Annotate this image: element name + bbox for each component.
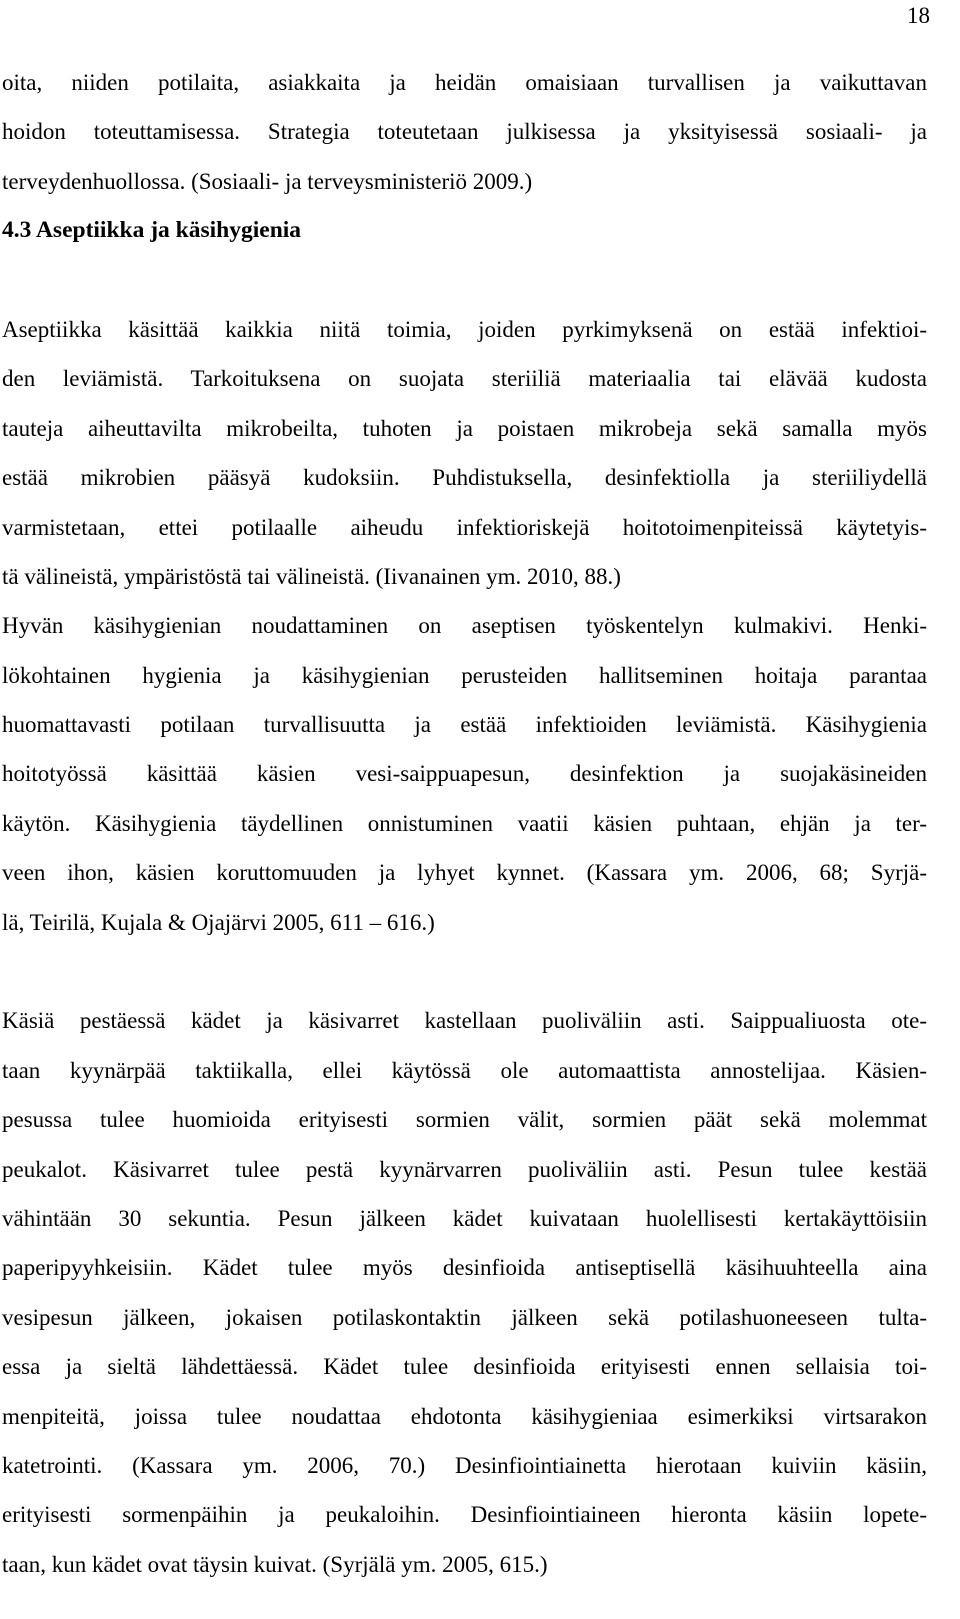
page-number: 18 [907,3,930,28]
text-line: estää mikrobien pääsyä kudoksiin. Puhdistuksella, desinfektiolla ja steriiliydellä [2,465,927,491]
text-line: paperipyyhkeisiin. Kädet tulee myös desinfioida antiseptisellä käsihuuhteella aina [2,1255,927,1281]
text-line: vesipesun jälkeen, jokaisen potilaskontaktin jälkeen sekä potilashuoneeseen tulta- [2,1304,927,1330]
paragraph-aseptiikka [2,305,927,601]
text-line: lä, Teirilä, Kujala & Ojajärvi 2005, 611 – 616.) [2,909,435,935]
text-line: menpiteitä, joissa tulee noudattaa ehdotonta käsihygieniaa esimerkiksi virtsarakon [2,1403,927,1429]
text-line: erityisesti sormenpäihin ja peukaloihin. Desinfiointiaineen hieronta käsiin lopete- [2,1502,927,1528]
text-line: den leviämistä. Tarkoituksena on suojata steriiliä materiaalia tai elävää kudosta [2,366,927,392]
text-line: hoidon toteuttamisessa. Strategia toteutetaan julkisessa ja yksityisessä sosiaali- ja [2,119,927,145]
intro-paragraph [2,58,927,206]
text-line: Aseptiikka käsittää kaikkia niitä toimia, joiden pyrkimyksenä on estää infektioi- [2,316,927,342]
text-line: Hyvän käsihygienian noudattaminen on aseptisen työskentelyn kulmakivi. Henki- [2,613,927,639]
text-line: peukalot. Käsivarret tulee pestä kyynärvarren puoliväliin asti. Pesun tulee kestää [2,1156,927,1182]
text-line: terveydenhuollossa. (Sosiaali- ja terveysministeriö 2009.) [2,168,533,194]
text-line: veen ihon, käsien koruttomuuden ja lyhyet kynnet. (Kassara ym. 2006, 68; Syrjä- [2,860,927,886]
text-line: Käsiä pestäessä kädet ja käsivarret kastellaan puoliväliin asti. Saippualiuosta ote- [2,1008,927,1034]
text-line: taan kyynärpää taktiikalla, ellei käytössä ole automaattista annostelijaa. Käsien- [2,1057,927,1083]
text-line: taan, kun kädet ovat täysin kuivat. (Syrjälä ym. 2005, 615.) [2,1551,548,1577]
spacer [2,947,927,996]
text-line: oita, niiden potilaita, asiakkaita ja heidän omaisiaan turvallisen ja vaikuttavan [2,70,927,95]
text-line: hoitotyössä käsittää käsien vesi-saippuapesun, desinfektion ja suojakäsineiden [2,761,927,787]
text-line: varmistetaan, ettei potilaalle aiheudu infektioriskejä hoitotoimenpiteissä käytetyis- [2,514,927,540]
text-line: pesussa tulee huomioida erityisesti sormien välit, sormien päät sekä molemmat [2,1107,927,1133]
text-line: tauteja aiheuttavilta mikrobeilta, tuhoten ja poistaen mikrobeja sekä samalla myös [2,415,927,441]
text-line: käytön. Käsihygienia täydellinen onnistuminen vaatii käsien puhtaan, ehjän ja ter- [2,810,927,836]
text-line: tä välineistä, ympäristöstä tai välineistä. (Iivanainen ym. 2010, 88.) [2,563,621,589]
spacer [2,256,927,305]
text-line: lökohtainen hygienia ja käsihygienian perusteiden hallitseminen hoitaja parantaa [2,662,927,688]
text-line: essa ja sieltä lähdettäessä. Kädet tulee desinfioida erityisesti ennen sellaisia toi- [2,1354,927,1380]
text-line: katetrointi. (Kassara ym. 2006, 70.) Desinfiointiainetta hierotaan kuiviin käsiin, [2,1452,927,1478]
section-heading: 4.3 Aseptiikka ja käsihygienia [2,217,302,244]
page-content [2,58,927,1589]
text-line: huomattavasti potilaan turvallisuutta ja estää infektioiden leviämistä. Käsihygienia [2,712,927,738]
paragraph-kasihygienia [2,601,927,947]
paragraph-kasienpesu [2,996,927,1589]
text-line: vähintään 30 sekuntia. Pesun jälkeen kädet kuivataan huolellisesti kertakäyttöisiin [2,1205,927,1231]
